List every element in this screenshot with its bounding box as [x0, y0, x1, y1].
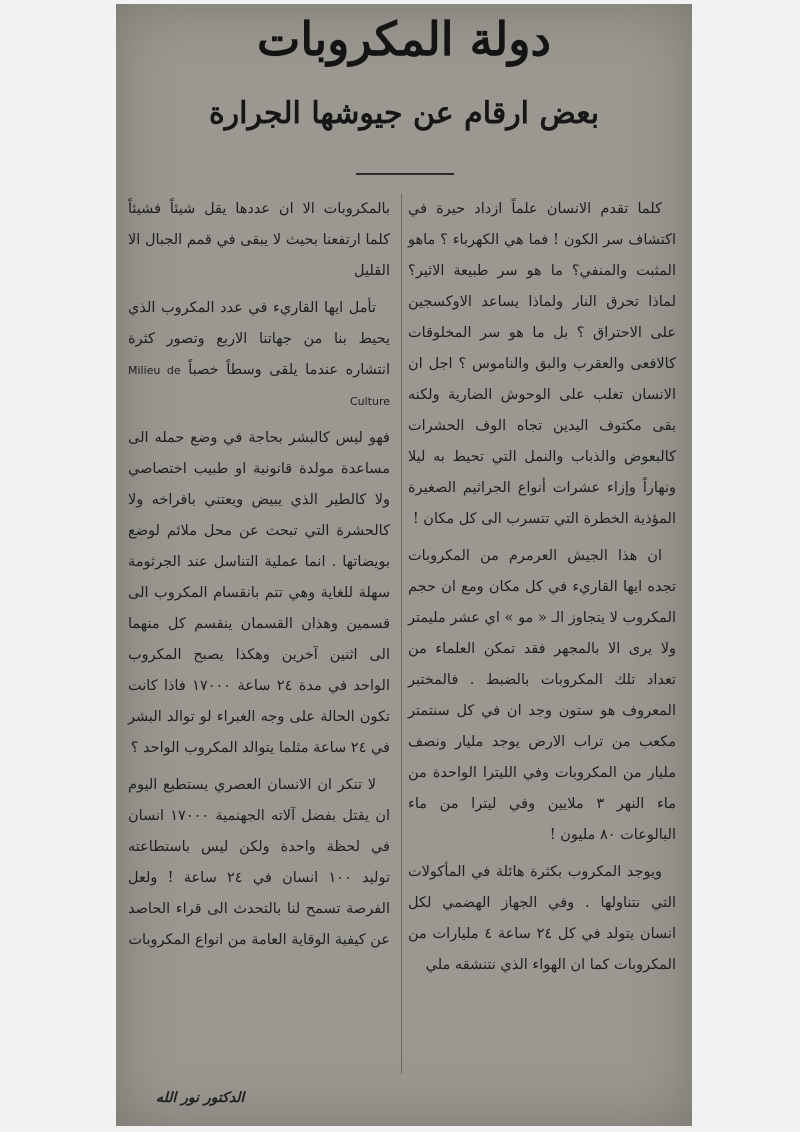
- author-signature: الدكتور نور الله: [156, 1090, 245, 1106]
- right-column: [408, 194, 676, 987]
- paragraph: [128, 293, 390, 417]
- left-column: [128, 194, 390, 962]
- latin-term: Milieu de Culture: [128, 364, 390, 408]
- column-divider: [401, 194, 402, 1074]
- paragraph: ويوجد المكروب بكثرة هائلة في المأكولات التي نتناولها . وفي الجهاز الهضمي لكل انسان يتولد في كل ٢٤ ساعة ٤ مليارات من المكروبات كما ان الهواء الذي نتنشقه ملي: [408, 864, 676, 973]
- paragraph: ان هذا الجيش العرمرم من المكروبات تجده ايها القاريء في كل مكان ومع ان حجم المكروب لا يتجاوز الـ « مو » اي عشر مليمتر ولا يرى الا بالمجهر فقد تمكن العلماء من تعداد تلك المكروبات بالضبط . فالمختبر المعروف هو ستون وجد ان في كل سنتمتر مكعب من تراب الارض يوجد مليار ونصف مليار من المكروبات وفي الليترا الواحدة من ماء النهر ٣ ملايين وفي ليترا من ماء البالوعات ٨٠ مليون !: [408, 548, 676, 843]
- title-rule: [356, 173, 454, 175]
- paragraph-text: تأمل ايها القاريء في عدد المكروب الذي يحيط بنا من جهاتنا الاربع وتصور كثرة انتشاره عندما يلقى وسطاً خصباً: [128, 300, 390, 378]
- paragraph: بالمكروبات الا ان عددها يقل شيئاً فشيئاً كلما ارتفعنا بحيث لا يبقى في قمم الجبال الا القليل: [128, 201, 390, 279]
- article-subtitle: بعض ارقام عن جيوشها الجرارة: [208, 96, 600, 131]
- paragraph: كلما تقدم الانسان علماً ازداد حيرة في اكتشاف سر الكون ! فما هي الكهرباء ؟ ماهو المثبت والمنفي؟ ما هو سر طبيعة الاثير؟ لماذا تحرق النار ولماذا يساعد الاوكسجين على الاحتراق ؟ بل ما هو سر المخلوقات كالافعى والعقرب والبق والناموس ؟ اجل ان الانسان تغلب على الوحوش الضارية ولكنه بقى مكتوف اليدين تجاه الوف الحشرات كالبعوض والذباب والنمل التي تحيط به ليلا ونهاراً وإزاء عشرات أنواع الجراثيم الصغيرة المؤذية الخطرة التي تتسرب الى كل مكان !: [408, 201, 676, 527]
- paragraph: فهو ليس كالبشر بحاجة في وضع حمله الى مساعدة مولدة قانونية او طبيب اختصاصي ولا كالطير الذي يبيض ويعتني بافراخه ولا كالحشرة التي تبحث عن محل ملائم لوضع بويضاتها . انما عملية التناسل عند الجرثومة سهلة للغاية وهي تتم بانقسام المكروب الى قسمين وهذان القسمان ينقسم كل منهما الى اثنين آخرين وهكذا يصبح المكروب الواحد في مدة ٢٤ ساعة ١٧٠٠٠ فاذا كانت تكون الحالة على وجه الغبراء لو توالد البشر في ٢٤ ساعة مثلما يتوالد المكروب الواحد ؟: [128, 430, 390, 756]
- article-page: [116, 4, 692, 1126]
- paragraph: لا تنكر ان الانسان العصري يستطيع اليوم ان يقتل بفضل آلاته الجهنمية ١٧٠٠٠ انسان في لحظة واحدة ولكن ليس باستطاعته توليد ١٠٠ انسان في ٢٤ ساعة ! ولعل الفرصة تسمح لنا بالتحدث الى قراء الحاصد عن كيفية الوقاية العامة من انواع المكروبات: [128, 777, 390, 948]
- article-title: دولة المكروبات: [257, 12, 551, 66]
